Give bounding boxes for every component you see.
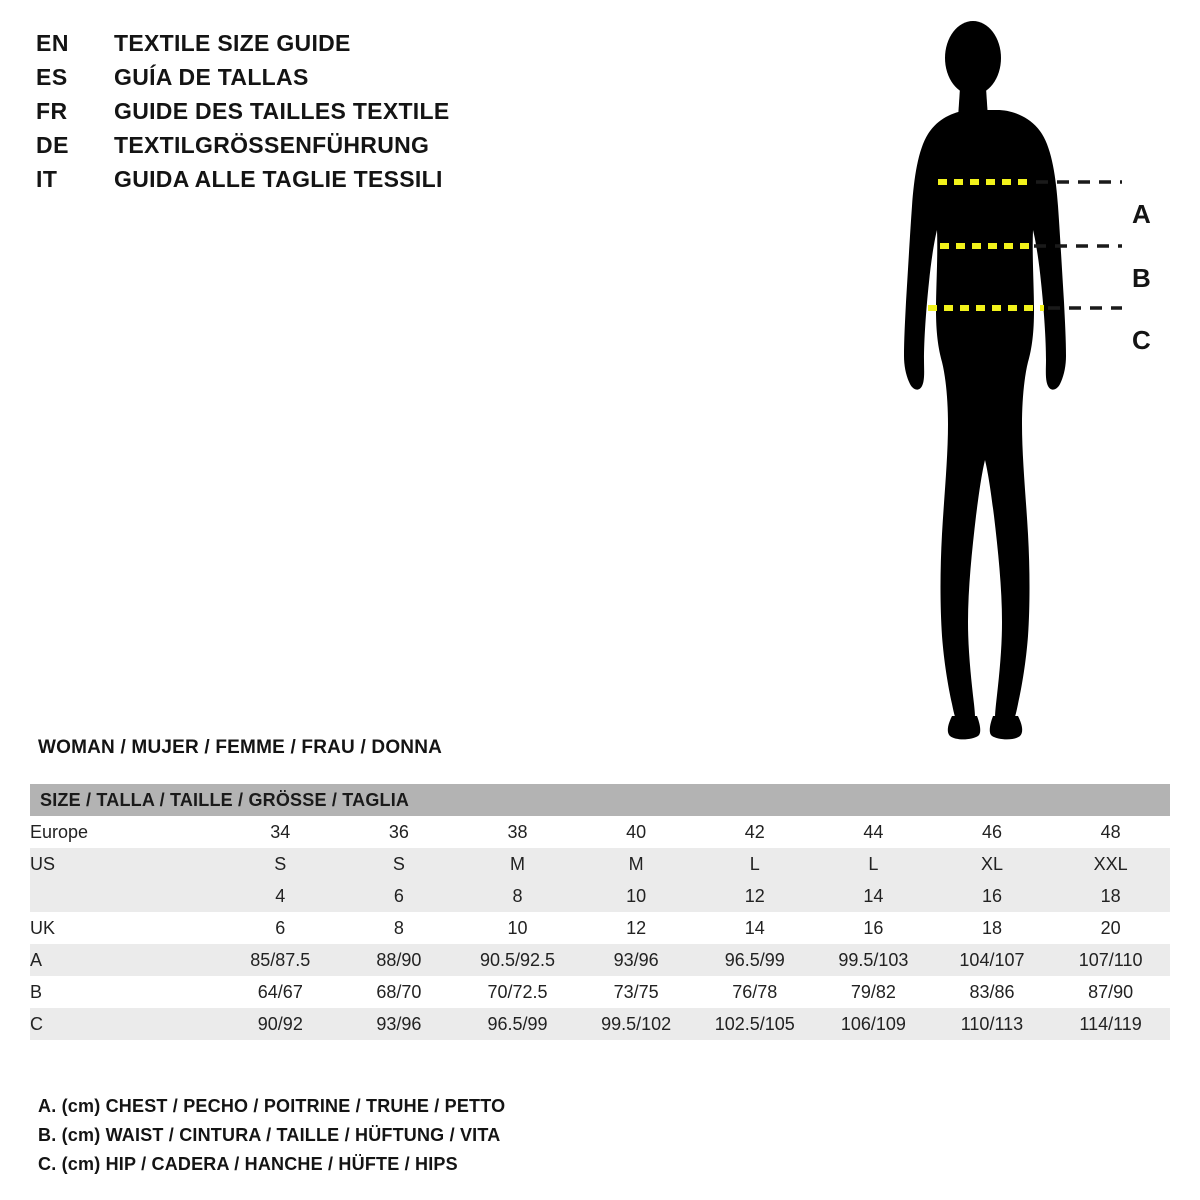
table-header-row bbox=[30, 784, 1170, 816]
cell: 38 bbox=[458, 816, 577, 848]
title-lang-it: IT bbox=[36, 166, 58, 192]
cell: XXL bbox=[1051, 848, 1170, 880]
row-label bbox=[30, 880, 221, 912]
cell: 42 bbox=[695, 816, 814, 848]
cell: 76/78 bbox=[695, 976, 814, 1008]
footnotes bbox=[38, 1092, 738, 1179]
cell: 46 bbox=[933, 816, 1052, 848]
title-row bbox=[36, 132, 736, 166]
cell: 36 bbox=[340, 816, 459, 848]
cell: 48 bbox=[1051, 816, 1170, 848]
table-row bbox=[30, 848, 1170, 880]
body-figure bbox=[860, 10, 1190, 750]
footnote-chest: A. (cm) CHEST / PECHO / POITRINE / TRUHE / PETTO bbox=[38, 1096, 506, 1116]
cell: S bbox=[340, 848, 459, 880]
cell: S bbox=[221, 848, 340, 880]
table-row bbox=[30, 1008, 1170, 1040]
cell: 14 bbox=[695, 912, 814, 944]
cell: 70/72.5 bbox=[458, 976, 577, 1008]
cell: M bbox=[577, 848, 696, 880]
title-row bbox=[36, 98, 736, 132]
table-row bbox=[30, 976, 1170, 1008]
cell: 99.5/102 bbox=[577, 1008, 696, 1040]
cell: 107/110 bbox=[1051, 944, 1170, 976]
measure-label-b: B bbox=[1132, 263, 1151, 293]
cell: 99.5/103 bbox=[814, 944, 933, 976]
cell: 16 bbox=[933, 880, 1052, 912]
cell: 10 bbox=[577, 880, 696, 912]
cell: 90.5/92.5 bbox=[458, 944, 577, 976]
cell: 106/109 bbox=[814, 1008, 933, 1040]
cell: 104/107 bbox=[933, 944, 1052, 976]
cell: 20 bbox=[1051, 912, 1170, 944]
table-row bbox=[30, 816, 1170, 848]
cell: 90/92 bbox=[221, 1008, 340, 1040]
cell: 88/90 bbox=[340, 944, 459, 976]
cell: L bbox=[814, 848, 933, 880]
title-text-de: TEXTILGRÖSSENFÜHRUNG bbox=[114, 132, 430, 158]
cell: 83/86 bbox=[933, 976, 1052, 1008]
row-label: A bbox=[30, 944, 221, 976]
row-label: C bbox=[30, 1008, 221, 1040]
cell: 6 bbox=[340, 880, 459, 912]
title-lang-de: DE bbox=[36, 132, 69, 158]
cell: L bbox=[695, 848, 814, 880]
group-caption: WOMAN / MUJER / FEMME / FRAU / DONNA bbox=[38, 737, 443, 758]
cell: 16 bbox=[814, 912, 933, 944]
measure-label-a: A bbox=[1132, 199, 1151, 229]
measure-label-c: C bbox=[1132, 325, 1151, 355]
cell: 96.5/99 bbox=[695, 944, 814, 976]
row-label: Europe bbox=[30, 816, 221, 848]
table-row bbox=[30, 944, 1170, 976]
title-lang-fr: FR bbox=[36, 98, 68, 124]
cell: 102.5/105 bbox=[695, 1008, 814, 1040]
title-lang-es: ES bbox=[36, 64, 68, 90]
female-body-silhouette-icon bbox=[904, 21, 1066, 739]
cell: 4 bbox=[221, 880, 340, 912]
title-lang-en: EN bbox=[36, 30, 69, 56]
cell: 18 bbox=[933, 912, 1052, 944]
cell: 110/113 bbox=[933, 1008, 1052, 1040]
cell: 10 bbox=[458, 912, 577, 944]
cell: 44 bbox=[814, 816, 933, 848]
footnote-hip: C. (cm) HIP / CADERA / HANCHE / HÜFTE / HIPS bbox=[38, 1154, 458, 1174]
cell: 114/119 bbox=[1051, 1008, 1170, 1040]
table-row bbox=[30, 912, 1170, 944]
cell: 79/82 bbox=[814, 976, 933, 1008]
cell: XL bbox=[933, 848, 1052, 880]
cell: 34 bbox=[221, 816, 340, 848]
row-label: B bbox=[30, 976, 221, 1008]
cell: 73/75 bbox=[577, 976, 696, 1008]
cell: 12 bbox=[695, 880, 814, 912]
cell: 40 bbox=[577, 816, 696, 848]
title-row bbox=[36, 30, 736, 64]
cell: 68/70 bbox=[340, 976, 459, 1008]
footnote-waist: B. (cm) WAIST / CINTURA / TAILLE / HÜFTUNG / VITA bbox=[38, 1125, 501, 1145]
title-text-it: GUIDA ALLE TAGLIE TESSILI bbox=[114, 166, 443, 192]
table-row bbox=[30, 880, 1170, 912]
title-row bbox=[36, 166, 736, 200]
cell: M bbox=[458, 848, 577, 880]
cell: 87/90 bbox=[1051, 976, 1170, 1008]
title-text-en: TEXTILE SIZE GUIDE bbox=[114, 30, 351, 56]
cell: 12 bbox=[577, 912, 696, 944]
cell: 93/96 bbox=[340, 1008, 459, 1040]
cell: 93/96 bbox=[577, 944, 696, 976]
size-table bbox=[30, 784, 1170, 1040]
title-row bbox=[36, 64, 736, 98]
table-header-label: SIZE / TALLA / TAILLE / GRÖSSE / TAGLIA bbox=[30, 784, 1170, 816]
title-text-es: GUÍA DE TALLAS bbox=[114, 64, 309, 90]
row-label: UK bbox=[30, 912, 221, 944]
cell: 14 bbox=[814, 880, 933, 912]
row-label: US bbox=[30, 848, 221, 880]
title-block bbox=[36, 30, 736, 200]
cell: 6 bbox=[221, 912, 340, 944]
cell: 85/87.5 bbox=[221, 944, 340, 976]
cell: 8 bbox=[340, 912, 459, 944]
cell: 64/67 bbox=[221, 976, 340, 1008]
cell: 8 bbox=[458, 880, 577, 912]
cell: 96.5/99 bbox=[458, 1008, 577, 1040]
cell: 18 bbox=[1051, 880, 1170, 912]
title-text-fr: GUIDE DES TAILLES TEXTILE bbox=[114, 98, 450, 124]
